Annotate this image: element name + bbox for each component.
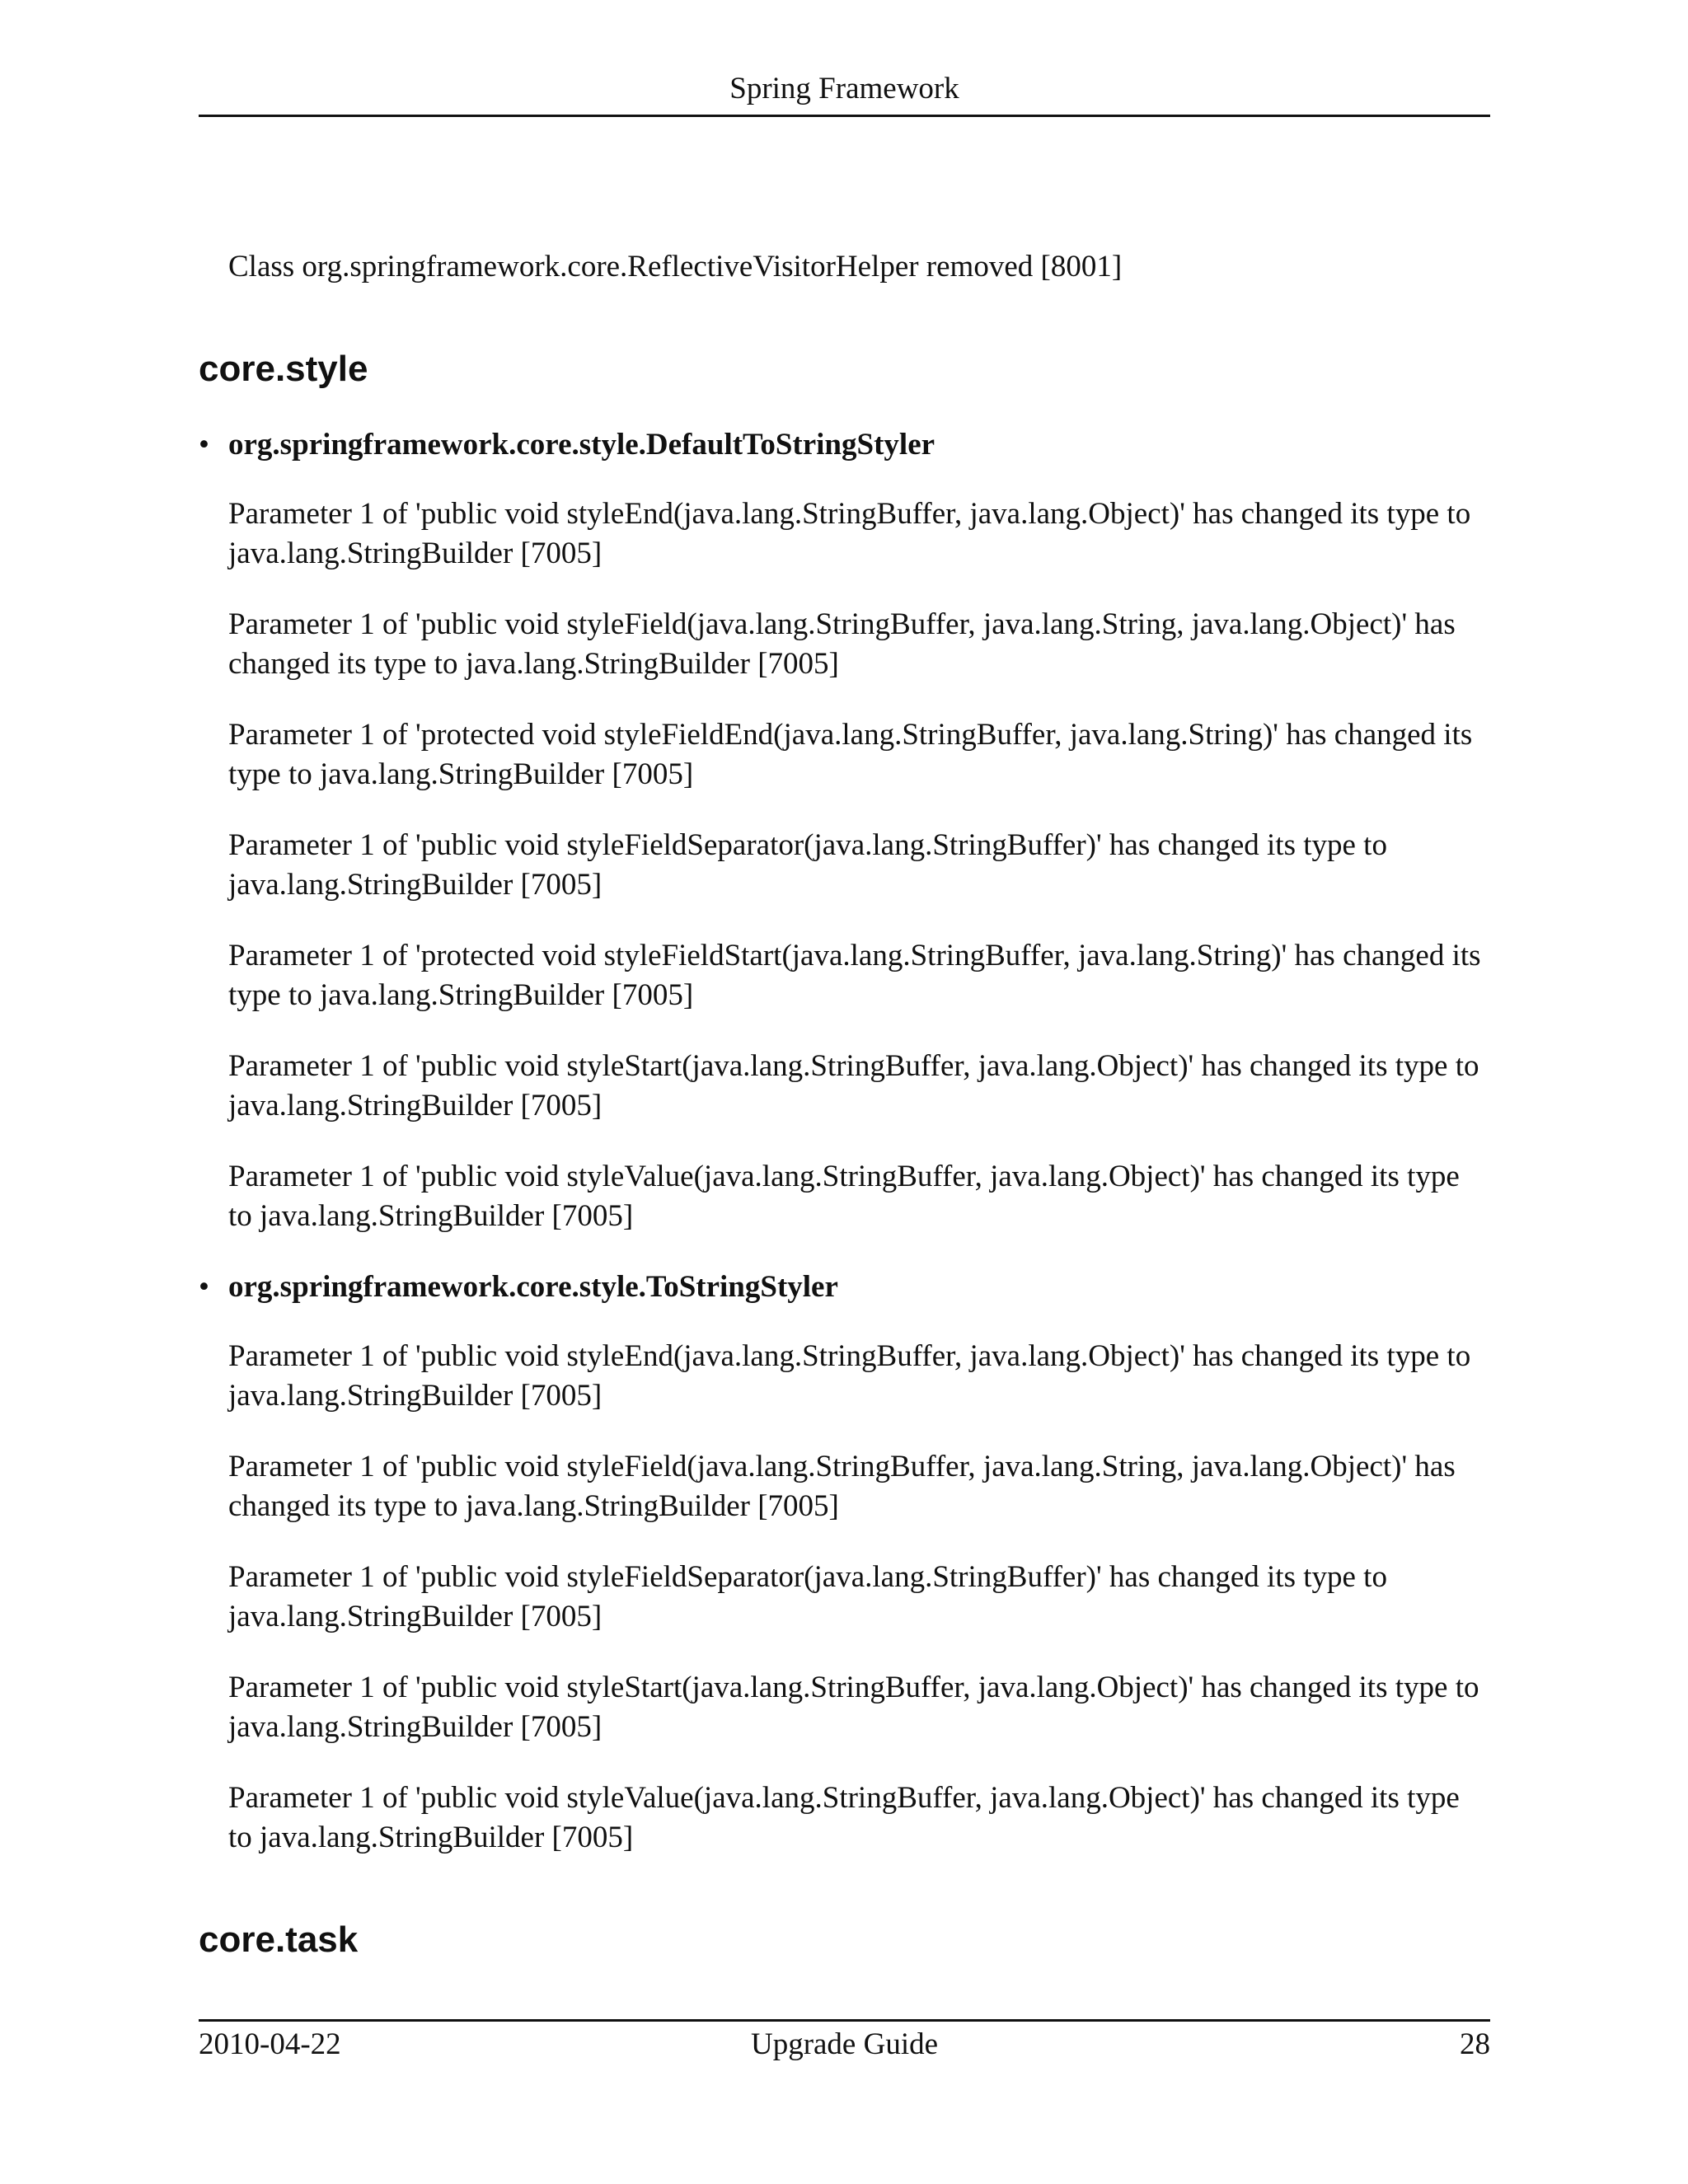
footer-date: 2010-04-22 <box>199 2027 341 2061</box>
class-name: org.springframework.core.style.ToStringStyler <box>228 1270 838 1304</box>
change-paragraph: Parameter 1 of 'public void styleFieldSeparator(java.lang.StringBuffer)' has changed its type to java.lang.StringBuilder [7005] <box>228 828 1387 902</box>
class-name: org.springframework.core.style.DefaultToStringStyler <box>228 428 935 462</box>
change-paragraph: Parameter 1 of 'protected void styleFieldStart(java.lang.StringBuffer, java.lang.String)' has changed its type to java.lang.StringBuilder [7005] <box>228 939 1481 1012</box>
class-item-to-string-styler <box>199 1268 1490 1307</box>
change-paragraph: Parameter 1 of 'public void styleStart(java.lang.StringBuffer, java.lang.Object)' has changed its type to java.lang.StringBuilder [7005] <box>228 1049 1479 1122</box>
page-content <box>199 247 1490 1996</box>
page-footer <box>199 2019 1490 2063</box>
change-paragraph: Parameter 1 of 'public void styleField(java.lang.StringBuffer, java.lang.String, java.lang.Object)' has changed its type to java.lang.StringBuilder [7005] <box>228 1450 1456 1523</box>
header-title: Spring Framework <box>729 72 959 105</box>
intro-paragraph: Class org.springframework.core.ReflectiveVisitorHelper removed [8001] <box>228 250 1123 284</box>
change-paragraph: Parameter 1 of 'public void styleFieldSeparator(java.lang.StringBuffer)' has changed its type to java.lang.StringBuilder [7005] <box>228 1560 1387 1633</box>
footer-title: Upgrade Guide <box>750 2027 939 2061</box>
change-paragraph: Parameter 1 of 'public void styleValue(java.lang.StringBuffer, java.lang.Object)' has changed its type to java.lang.StringBuilder [7005] <box>228 1781 1460 1854</box>
page-header <box>199 73 1490 117</box>
change-paragraph: Parameter 1 of 'public void styleEnd(java.lang.StringBuffer, java.lang.Object)' has changed its type to java.lang.StringBuilder [7005] <box>228 497 1471 570</box>
change-paragraph: Parameter 1 of 'public void styleEnd(java.lang.StringBuffer, java.lang.Object)' has changed its type to java.lang.StringBuilder [7005] <box>228 1339 1471 1413</box>
footer-page-number: 28 <box>1460 2027 1490 2061</box>
section-title-core-style: core.style <box>199 349 368 389</box>
class-item-default-to-string-styler <box>199 425 1490 465</box>
bullet-icon: • <box>199 428 209 462</box>
bullet-icon: • <box>199 1270 209 1304</box>
change-paragraph: Parameter 1 of 'protected void styleFieldEnd(java.lang.StringBuffer, java.lang.String)' has changed its type to java.lang.StringBuilder [7005] <box>228 718 1473 791</box>
change-paragraph: Parameter 1 of 'public void styleField(java.lang.StringBuffer, java.lang.String, java.lang.Object)' has changed its type to java.lang.StringBuilder [7005] <box>228 607 1456 681</box>
change-paragraph: Parameter 1 of 'public void styleStart(java.lang.StringBuffer, java.lang.Object)' has changed its type to java.lang.StringBuilder [7005] <box>228 1671 1479 1744</box>
section-title-core-task: core.task <box>199 1919 359 1960</box>
change-paragraph: Parameter 1 of 'public void styleValue(java.lang.StringBuffer, java.lang.Object)' has changed its type to java.lang.StringBuilder [7005] <box>228 1160 1460 1233</box>
